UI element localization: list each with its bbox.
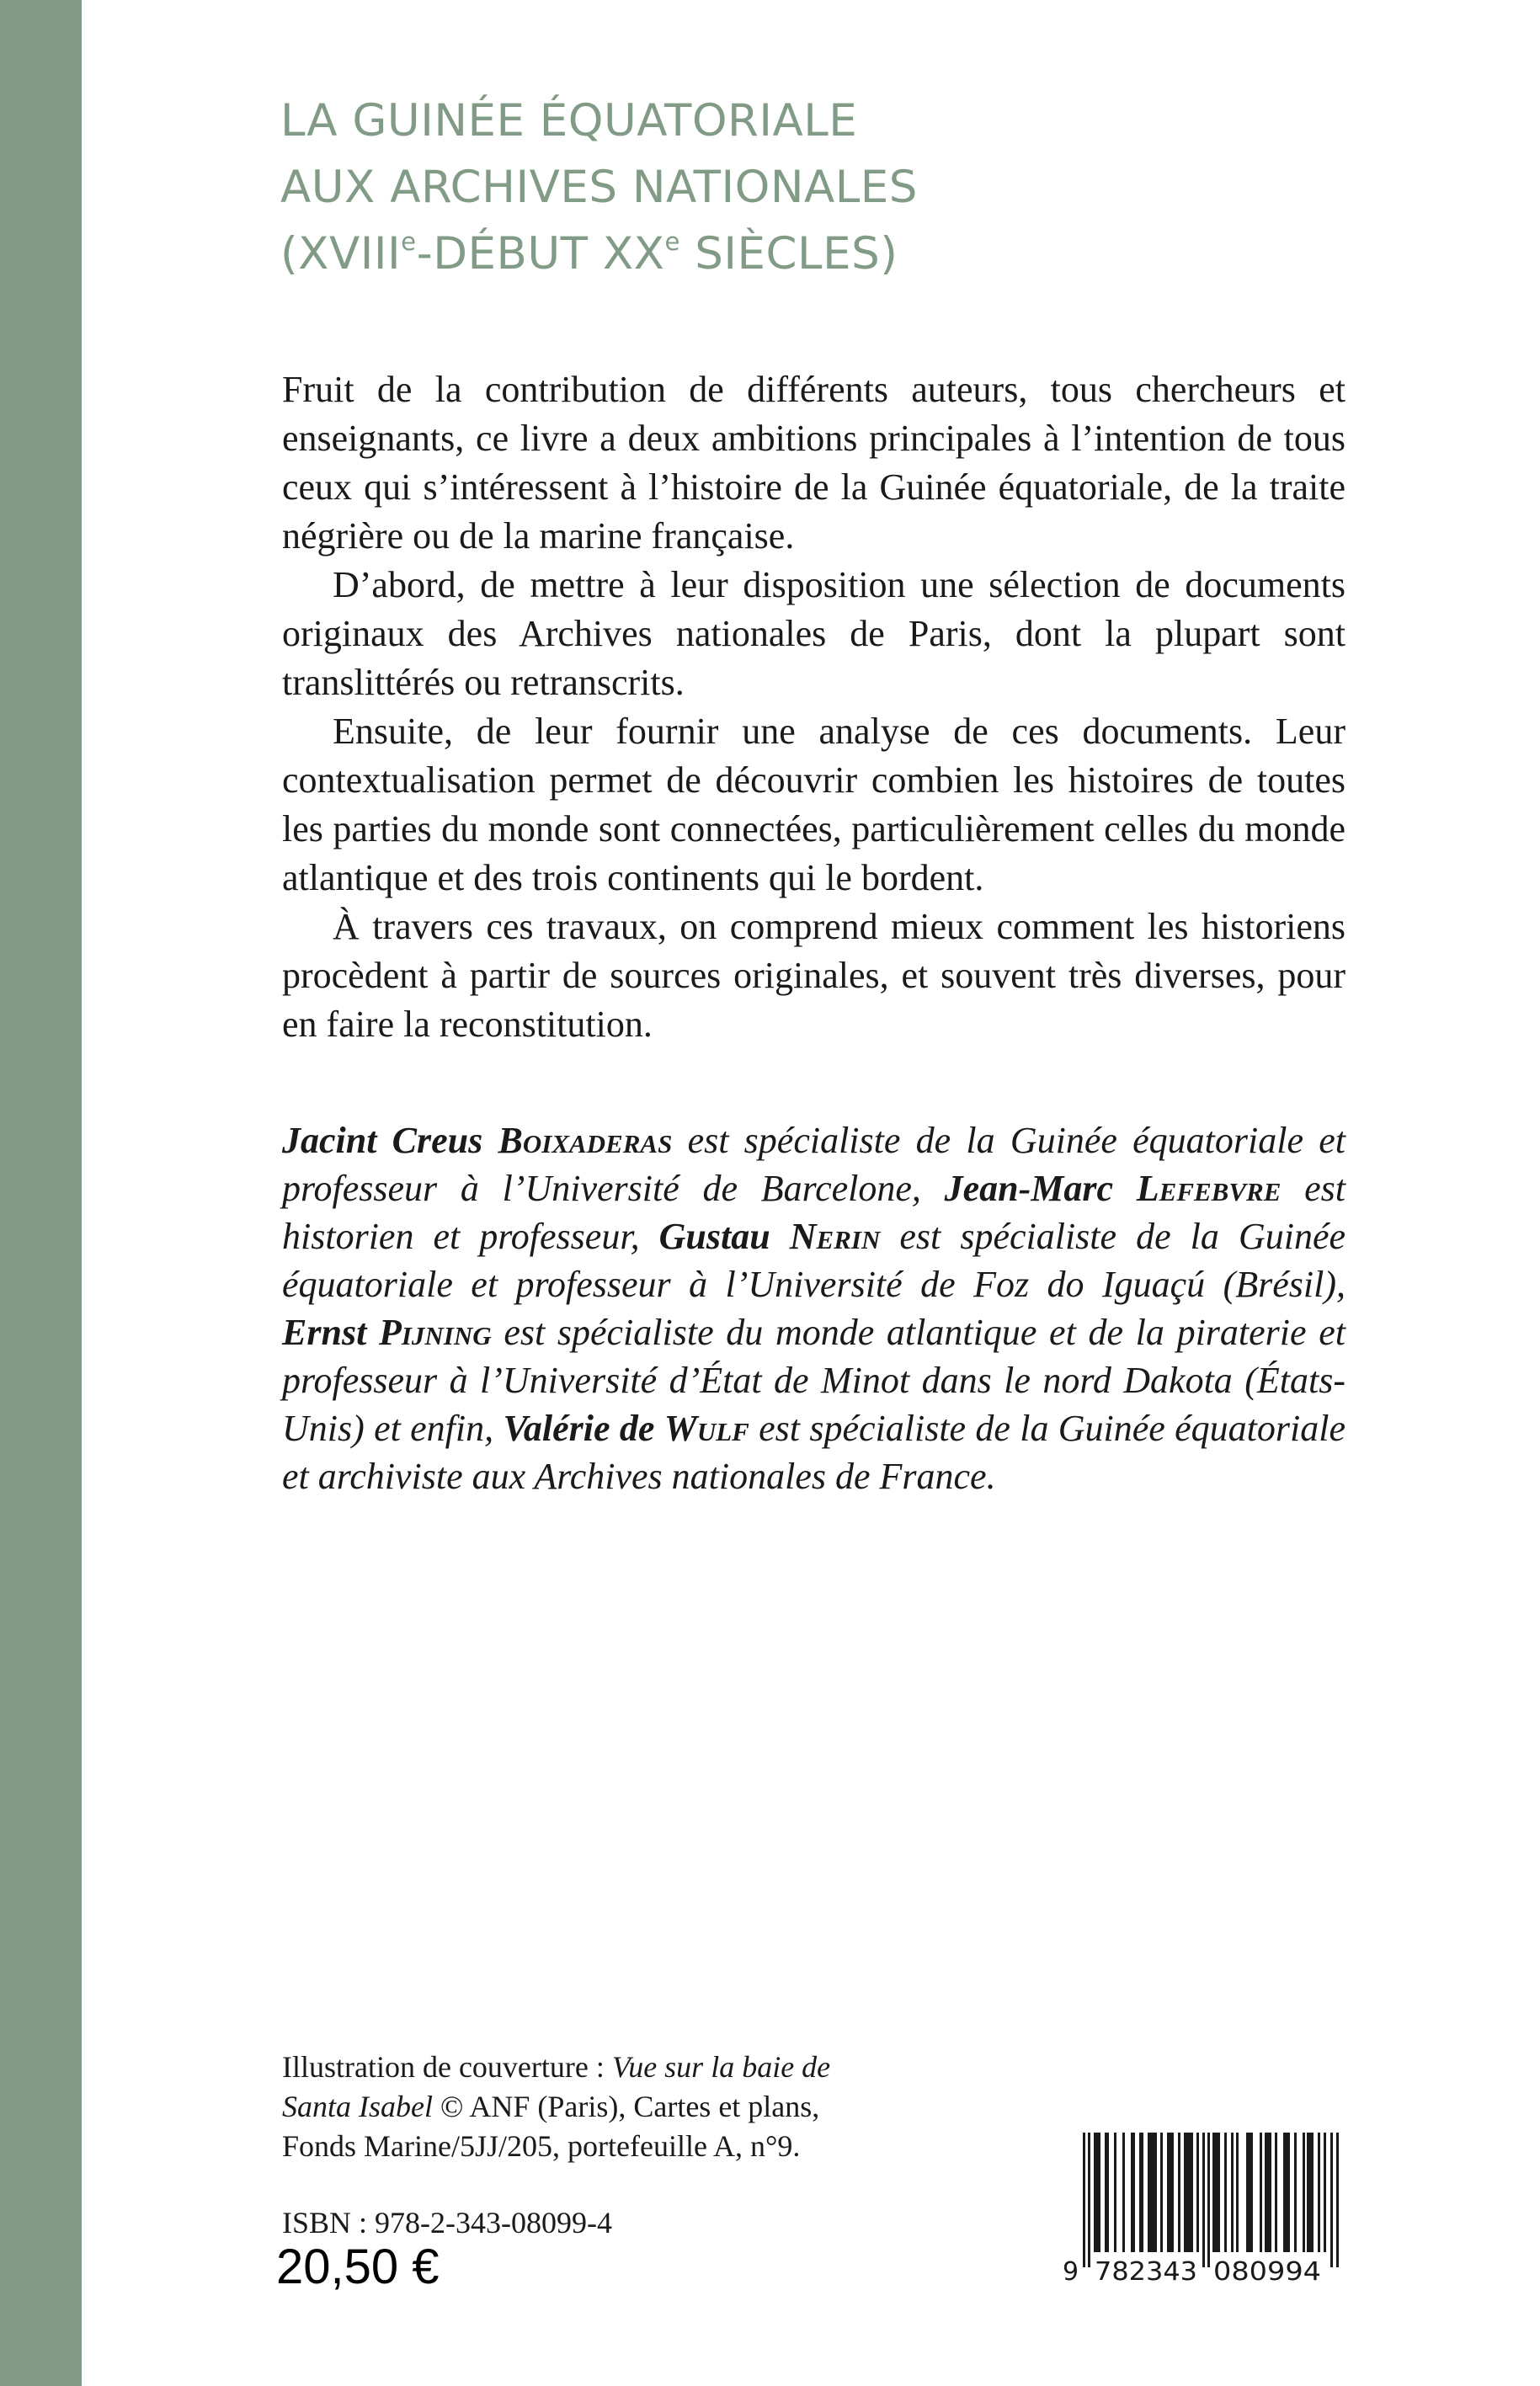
summary-paragraph: Ensuite, de leur fournir une analyse de ces documents. Leur contextualisation permet de découvrir combien les histoires de toutes les parties du monde sont connectées, particulièrement celles du monde atlantique et des trois continents qui le bordent. [282,711,1346,898]
isbn: ISBN : 978-2-343-08099-4 [282,2206,612,2240]
book-summary [282,365,1346,1049]
summary-paragraph: D’abord, de mettre à leur disposition une sélection de documents originaux des Archives nationales de Paris, dont la plupart sont translittérés ou retranscrits. [282,564,1346,703]
cover-illustration-credit [282,2048,871,2166]
summary-paragraph: À travers ces travaux, on comprend mieux comment les historiens procèdent à partir de sources originales, et souvent très diverses, pour en faire la reconstitution. [282,906,1346,1045]
isbn-barcode [1063,2133,1349,2284]
author-first-name: Jean-Marc [944,1168,1137,1209]
artwork-title: Vue sur la baie de Santa Isabel [282,2050,831,2123]
author-description: est spécialiste du monde atlantique et de la piraterie et professeur à l’Université d’État de Minot dans le nord Dakota (États-Unis) et enfin, [282,1312,1346,1449]
cover-side-stripe [0,0,82,2386]
author-last-name: Wulf [663,1408,749,1449]
credit-prefix: Illustration de couverture : [282,2050,612,2084]
author-first-name: Valérie de [503,1408,664,1449]
author-first-name: Gustau [658,1216,790,1257]
author-name [282,1312,492,1353]
ordinal-superscript: e [401,227,417,257]
credit-source: © ANF (Paris), Cartes et plans, Fonds Marine/5JJ/205, portefeuille A, n°9. [282,2090,820,2163]
author-description: est spécialiste de la Guinée équatoriale et professeur à l’Université de Barcelone, [282,1120,1346,1209]
author-last-name: Lefebvre [1136,1168,1282,1209]
barcode-left-digits: 782343 [1095,2257,1197,2284]
credit-text [282,2048,871,2166]
title-line-3 [280,221,918,287]
book-title [280,88,918,287]
barcode-lead-digit: 9 [1063,2257,1079,2284]
authors-paragraph [282,1116,1346,1500]
author-last-name: Pijning [378,1312,492,1353]
author-description: est spécialiste de la Guinée équatoriale et professeur à l’Université de Foz do Iguaçú (Brésil), [282,1216,1346,1305]
authors-bio [282,1116,1346,1500]
summary-paragraph: Fruit de la contribution de différents auteurs, tous chercheurs et enseignants, ce livre a deux ambitions principales à l’intention de tous ceux qui s’intéressent à l’histoire de la Guinée équatoriale, de la traite négrière ou de la marine française. [282,369,1346,557]
title-line-2: AUX ARCHIVES NATIONALES [280,162,918,213]
author-name [659,1216,881,1257]
author-description: est historien et professeur, [282,1168,1346,1257]
price: 20,50 € [276,2240,440,2294]
title-century-start: (XVIII [280,228,402,280]
ordinal-superscript: e [664,227,680,257]
author-first-name: Jacint Creus [282,1120,498,1161]
author-name [945,1168,1282,1209]
author-last-name: Boixaderas [498,1120,673,1161]
title-line-1: LA GUINÉE ÉQUATORIALE [280,95,858,146]
author-description: est spécialiste de la Guinée équatoriale et archiviste aux Archives nationales de France. [282,1408,1346,1497]
title-centuries-word: SIÈCLES) [679,228,898,280]
author-last-name: Nerin [789,1216,881,1257]
barcode-icon [1063,2133,1349,2284]
author-first-name: Ernst [282,1312,379,1353]
barcode-right-digits: 080994 [1213,2257,1321,2284]
author-name [503,1408,749,1449]
title-century-end: -DÉBUT XX [416,228,665,280]
author-name [282,1120,672,1161]
